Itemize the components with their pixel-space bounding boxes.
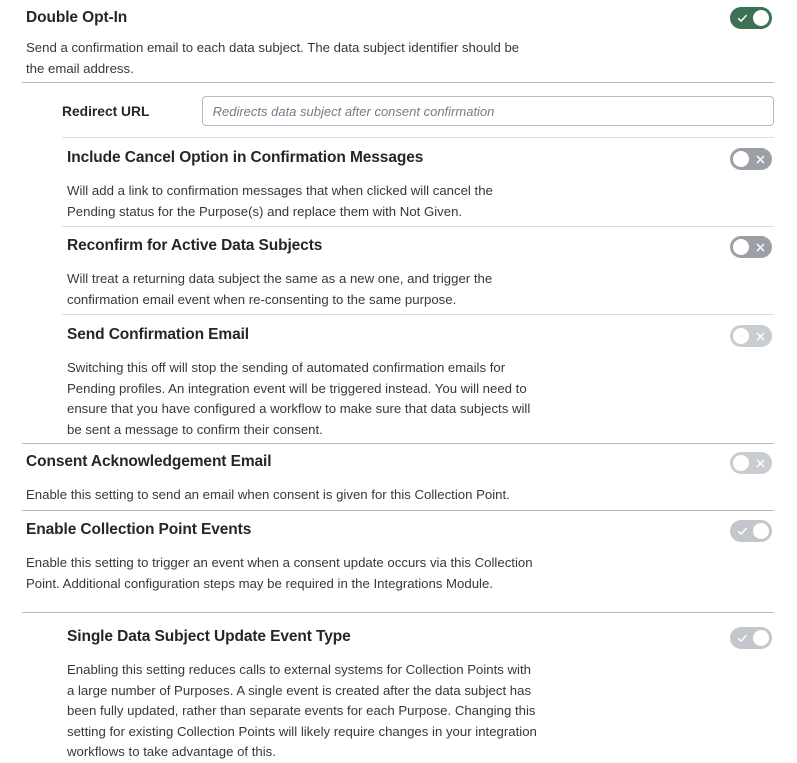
redirect-url-input[interactable] — [202, 96, 774, 126]
include-cancel-option-toggle[interactable] — [730, 148, 772, 170]
redirect-url-label: Redirect URL — [62, 103, 150, 119]
toggle-knob — [733, 455, 749, 471]
redirect-url-row — [62, 96, 774, 126]
double-opt-in-title: Double Opt-In — [26, 9, 128, 26]
send-confirmation-email-description: Switching this off will stop the sending of automated confirmation emails for Pending profiles. An integration event will be triggered instead. You will need to ensure that you have configured a workflow to make sure that data subjects will be sent a message to confirm their consent. — [67, 360, 531, 437]
double-opt-in-toggle[interactable] — [730, 7, 772, 29]
x-icon — [750, 325, 770, 347]
check-icon — [732, 7, 752, 29]
reconfirm-active-data-subjects-description: Will treat a returning data subject the same as a new one, and trigger the confirmation email event when re-consenting to the same purpose. — [67, 271, 493, 307]
consent-acknowledgement-email-description: Enable this setting to send an email when consent is given for this Collection Point. — [26, 487, 510, 502]
x-icon — [750, 236, 770, 258]
setting-consent-acknowledgement-email — [0, 452, 797, 506]
enable-collection-point-events-title: Enable Collection Point Events — [26, 521, 252, 538]
enable-collection-point-events-description: Enable this setting to trigger an event when a consent update occurs via this Collection Point. Additional configuration steps may be required in the Integrations Module. — [26, 555, 533, 591]
x-icon — [750, 148, 770, 170]
divider-below-double-opt-in — [22, 82, 774, 83]
divider-below-collection-point-events — [22, 612, 774, 613]
single-data-subject-update-event-type-description: Enabling this setting reduces calls to external systems for Collection Points with a large number of Purposes. A single event is created after the data subject has been fully updated, rather than separate events for each Purpose. Changing this setting for existing Collection Points will likely require changes in your integration workflows to take advantage of this. — [67, 662, 537, 759]
setting-send-confirmation-email — [0, 325, 797, 440]
include-cancel-option-description: Will add a link to confirmation messages that when clicked will cancel the Pending status for the Purpose(s) and replace them with Not Given. — [67, 183, 493, 219]
setting-reconfirm-active-data-subjects — [0, 236, 797, 310]
divider-below-reconfirm — [62, 314, 774, 315]
toggle-knob — [733, 328, 749, 344]
toggle-knob — [753, 630, 769, 646]
send-confirmation-email-title: Send Confirmation Email — [67, 326, 249, 343]
send-confirmation-email-toggle[interactable] — [730, 325, 772, 347]
check-icon — [732, 627, 752, 649]
divider-below-send-confirmation-email — [22, 443, 774, 444]
divider-below-include-cancel-option — [62, 226, 774, 227]
check-icon — [732, 520, 752, 542]
setting-include-cancel-option — [0, 148, 797, 222]
reconfirm-active-data-subjects-toggle[interactable] — [730, 236, 772, 258]
consent-acknowledgement-email-title: Consent Acknowledgement Email — [26, 453, 272, 470]
toggle-knob — [753, 523, 769, 539]
divider-below-redirect-url — [62, 137, 774, 138]
consent-acknowledgement-email-toggle[interactable] — [730, 452, 772, 474]
include-cancel-option-title: Include Cancel Option in Confirmation Messages — [67, 149, 424, 166]
toggle-knob — [733, 239, 749, 255]
reconfirm-active-data-subjects-title: Reconfirm for Active Data Subjects — [67, 237, 323, 254]
setting-single-data-subject-update-event-type — [0, 627, 797, 763]
divider-below-consent-acknowledgement — [22, 510, 774, 511]
enable-collection-point-events-toggle[interactable] — [730, 520, 772, 542]
setting-enable-collection-point-events — [0, 520, 797, 594]
double-opt-in-description: Send a confirmation email to each data subject. The data subject identifier should be the email address. — [26, 40, 520, 76]
setting-double-opt-in — [0, 0, 797, 79]
single-data-subject-update-event-type-toggle[interactable] — [730, 627, 772, 649]
toggle-knob — [753, 10, 769, 26]
x-icon — [750, 452, 770, 474]
toggle-knob — [733, 151, 749, 167]
single-data-subject-update-event-type-title: Single Data Subject Update Event Type — [67, 628, 351, 645]
